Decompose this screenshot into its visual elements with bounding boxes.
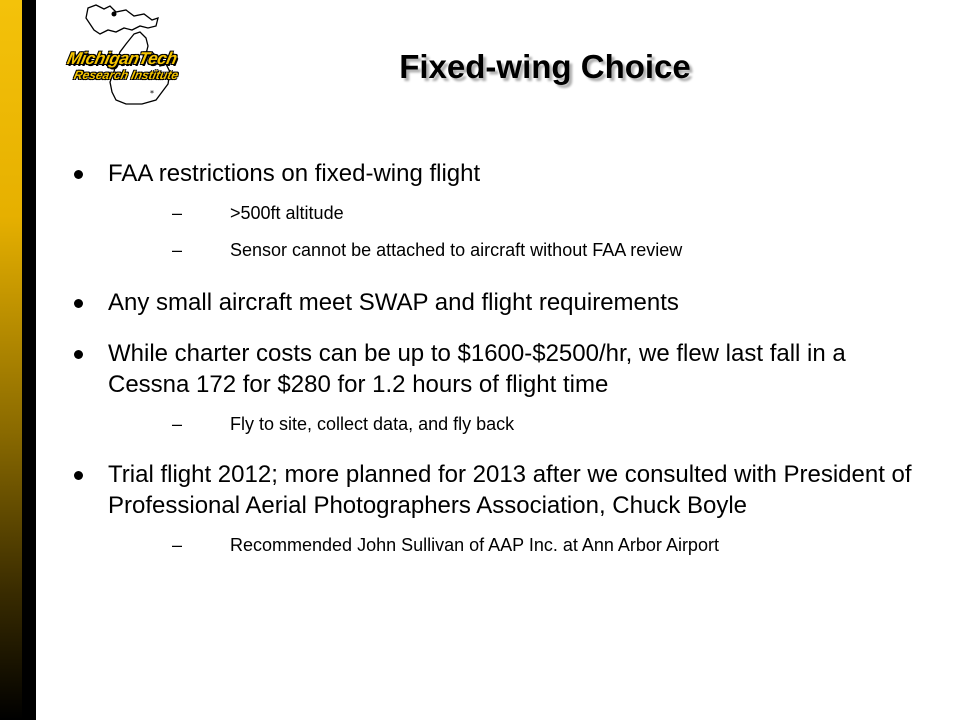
bullet-text: FAA restrictions on fixed-wing flight (108, 160, 481, 187)
left-gradient-bar (0, 0, 22, 720)
bullet-text: Any small aircraft meet SWAP and flight requirements (108, 289, 679, 316)
sub-bullet-text: Sensor cannot be attached to aircraft without FAA review (230, 240, 683, 260)
dash-icon: – (172, 414, 183, 434)
bullet-item (72, 459, 932, 521)
logo-subtitle: Research Institute (72, 68, 180, 82)
sub-bullet-item (72, 412, 932, 437)
dash-icon: – (172, 203, 183, 223)
sub-bullet-text: >500ft altitude (230, 203, 344, 223)
bullet-item (72, 287, 932, 318)
sub-bullet-text: Recommended John Sullivan of AAP Inc. at Ann Arbor Airport (230, 535, 719, 555)
michigan-tech-wordmark (63, 50, 220, 82)
sub-bullet-text: Fly to site, collect data, and fly back (230, 414, 515, 434)
bullet-list (72, 150, 932, 558)
bullet-dot-icon (74, 170, 83, 179)
bullet-dot-icon (74, 471, 83, 480)
logo-name: MichiganTech (65, 49, 179, 68)
svg-text:*: * (150, 89, 154, 98)
dash-icon: – (172, 535, 183, 555)
bullet-text: While charter costs can be up to $1600-$2500/hr, we flew last fall in a Cessna 172 for $280 for 1.2 hours of flight time (108, 340, 846, 398)
slide-title: Fixed-wing Choice (399, 48, 691, 85)
sub-bullet-item (72, 201, 932, 226)
sub-bullet-item (72, 533, 932, 558)
bullet-item (72, 338, 932, 400)
michigan-map-logo (30, 0, 200, 110)
dash-icon: – (172, 240, 183, 260)
bullet-dot-icon (74, 350, 83, 359)
sub-bullet-item (72, 238, 932, 263)
bullet-text: Trial flight 2012; more planned for 2013 after we consulted with President of Professional Aerial Photographers Association, Chuck Boyle (108, 461, 912, 519)
bullet-dot-icon (74, 299, 83, 308)
bullet-item (72, 158, 932, 189)
